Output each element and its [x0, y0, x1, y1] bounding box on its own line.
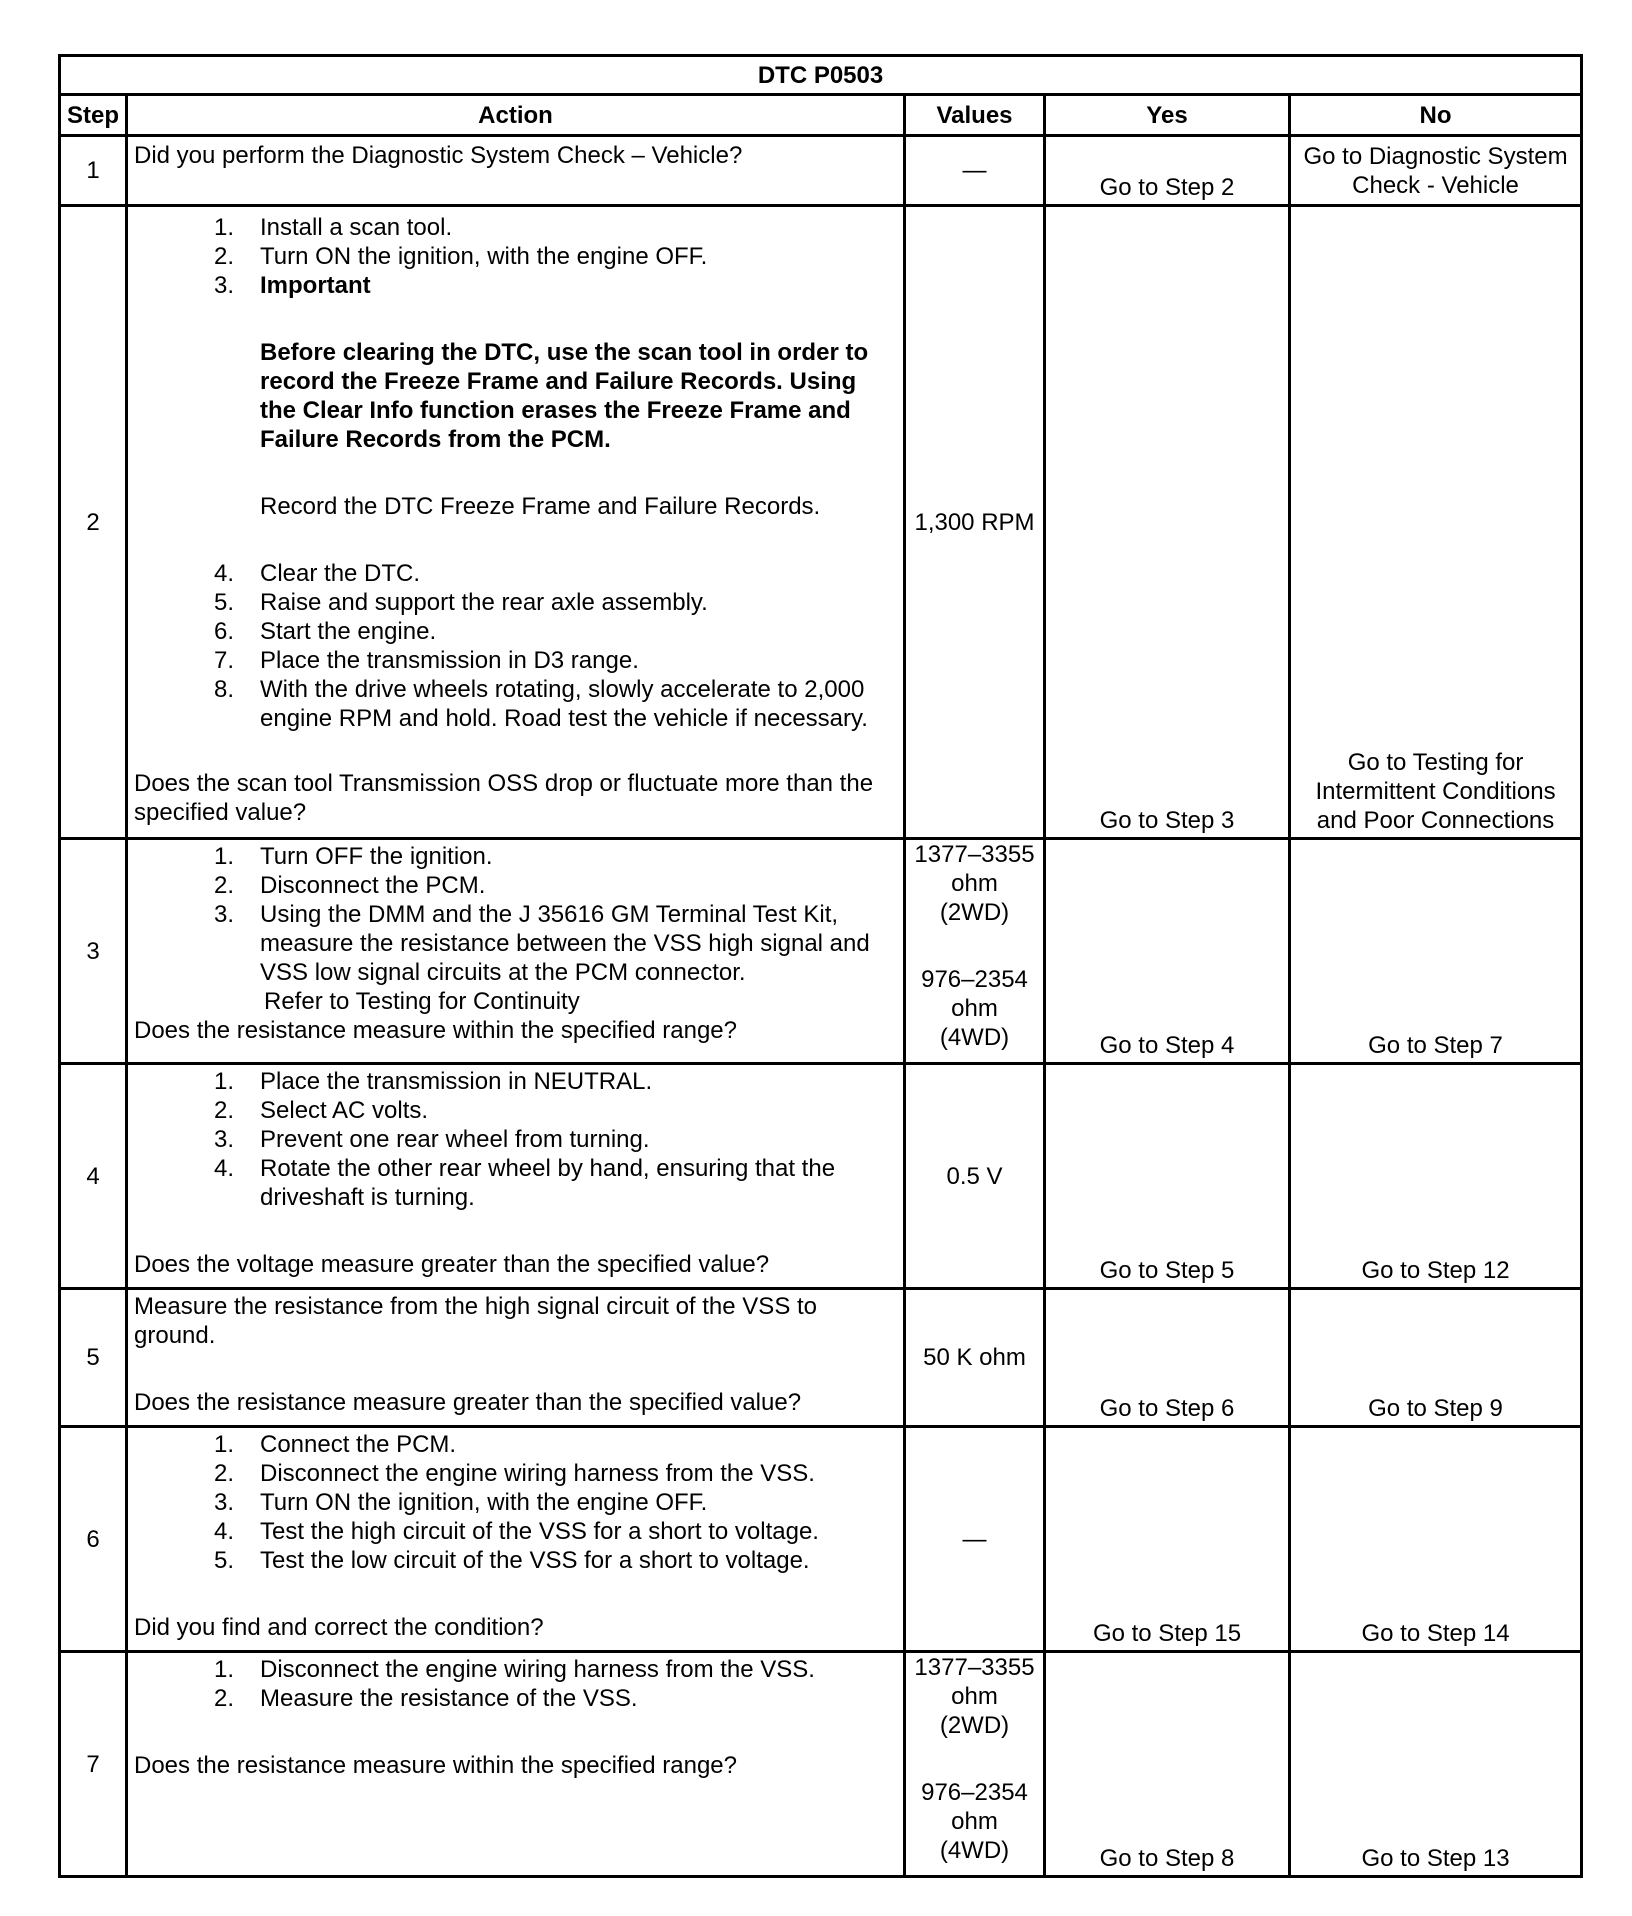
header-action: Action — [127, 95, 905, 136]
instruction-list — [134, 1067, 897, 1212]
important-note: Before clearing the DTC, use the scan tool in order to record the Freeze Frame and Failure Records. Using the Clear Info function erases the Freeze Frame and Failure Records from the PCM. — [260, 339, 869, 453]
step-question: Does the voltage measure greater than the specified value? — [134, 1251, 770, 1278]
refer-link[interactable]: Refer to Testing for Continuity — [264, 988, 580, 1015]
important-label: Important — [260, 272, 371, 299]
yes-link[interactable]: Go to Step 5 — [1045, 1064, 1290, 1289]
list-item: 3. Prevent one rear wheel from turning. — [213, 1126, 650, 1153]
list-item: 1. Connect the PCM. — [213, 1431, 457, 1458]
step-question: Does the resistance measure greater than the specified value? — [134, 1389, 802, 1416]
step-number: 2 — [60, 206, 127, 839]
action-cell — [127, 136, 905, 206]
header-step: Step — [60, 95, 127, 136]
table-row — [60, 1427, 1582, 1652]
no-link[interactable]: Go to Testing for Intermittent Conditions and Poor Connections — [1290, 206, 1582, 839]
yes-link[interactable]: Go to Step 15 — [1045, 1427, 1290, 1652]
step-instruction: Measure the resistance from the high signal circuit of the VSS to ground. — [134, 1293, 818, 1349]
instruction-list — [134, 842, 897, 987]
value-cell: 0.5 V — [905, 1064, 1045, 1289]
table-row — [60, 206, 1582, 839]
step-question: Does the resistance measure within the specified range? — [134, 1752, 737, 1779]
yes-link[interactable]: Go to Step 2 — [1045, 136, 1290, 206]
list-item: 1. Disconnect the engine wiring harness from the VSS. — [213, 1656, 815, 1683]
table-title-row — [60, 56, 1582, 95]
yes-link[interactable]: Go to Step 4 — [1045, 839, 1290, 1064]
step-number: 3 — [60, 839, 127, 1064]
no-link[interactable]: Go to Step 7 — [1290, 839, 1582, 1064]
action-cell — [127, 1064, 905, 1289]
value-cell: — — [905, 1427, 1045, 1652]
instruction-list — [134, 1430, 897, 1575]
list-item: 2. Disconnect the PCM. — [213, 872, 486, 899]
list-item: 3. Turn ON the ignition, with the engine OFF. — [213, 1489, 708, 1516]
action-cell — [127, 1652, 905, 1877]
step-question: Does the scan tool Transmission OSS drop or fluctuate more than the specified value? — [134, 770, 874, 826]
value-cell: 1,300 RPM — [905, 206, 1045, 839]
table-title: DTC P0503 — [60, 56, 1582, 95]
table-row — [60, 1289, 1582, 1427]
value-cell: 50 K ohm — [905, 1289, 1045, 1427]
step-question: Did you find and correct the condition? — [134, 1614, 544, 1641]
list-item: 1. Install a scan tool. — [213, 214, 453, 241]
value-cell: 1377–3355 ohm (2WD) 976–2354 ohm (4WD) — [905, 1652, 1045, 1877]
no-link[interactable]: Go to Step 9 — [1290, 1289, 1582, 1427]
list-item: 3. Important — [134, 271, 897, 300]
value-cell: — — [905, 136, 1045, 206]
instruction-list — [134, 1655, 897, 1713]
yes-link[interactable]: Go to Step 8 — [1045, 1652, 1290, 1877]
table-row — [60, 1652, 1582, 1877]
instruction-list — [134, 213, 897, 300]
list-item: 8. With the drive wheels rotating, slowly accelerate to 2,000 engine RPM and hold. Road test the vehicle if necessary. — [213, 676, 868, 732]
list-item: 3. Using the DMM and the J 35616 GM Terminal Test Kit, measure the resistance between the VSS high signal and VSS low signal circuits at the PCM connector. — [213, 901, 870, 986]
instruction-list — [134, 559, 897, 733]
list-item: 2. Disconnect the engine wiring harness from the VSS. — [213, 1460, 815, 1487]
step-number: 6 — [60, 1427, 127, 1652]
no-link[interactable]: Go to Step 14 — [1290, 1427, 1582, 1652]
action-cell — [127, 1427, 905, 1652]
step-question: Did you perform the Diagnostic System Check – Vehicle? — [134, 142, 743, 169]
list-item: 2. Measure the resistance of the VSS. — [213, 1685, 638, 1712]
header-no: No — [1290, 95, 1582, 136]
yes-link[interactable]: Go to Step 6 — [1045, 1289, 1290, 1427]
value-cell: 1377–3355 ohm (2WD) 976–2354 ohm (4WD) — [905, 839, 1045, 1064]
step-number: 4 — [60, 1064, 127, 1289]
no-link[interactable]: Go to Diagnostic System Check - Vehicle — [1290, 136, 1582, 206]
list-item: 4. Clear the DTC. — [213, 560, 421, 587]
yes-link[interactable]: Go to Step 3 — [1045, 206, 1290, 839]
list-item: 5. Test the low circuit of the VSS for a short to voltage. — [213, 1547, 810, 1574]
step-question: Does the resistance measure within the specified range? — [134, 1017, 737, 1044]
list-item: 2. Select AC volts. — [213, 1097, 429, 1124]
list-item: 7. Place the transmission in D3 range. — [213, 647, 639, 674]
record-instruction: Record the DTC Freeze Frame and Failure Records. — [260, 493, 821, 520]
step-number: 1 — [60, 136, 127, 206]
step-number: 7 — [60, 1652, 127, 1877]
header-values: Values — [905, 95, 1045, 136]
action-cell — [127, 1289, 905, 1427]
dtc-table — [58, 54, 1583, 1878]
list-item: 6. Start the engine. — [213, 618, 437, 645]
list-item: 1. Turn OFF the ignition. — [213, 843, 493, 870]
list-item: 4. Test the high circuit of the VSS for a short to voltage. — [213, 1518, 819, 1545]
diagnostic-table-document — [58, 54, 1580, 1878]
list-item: 1. Place the transmission in NEUTRAL. — [213, 1068, 653, 1095]
step-number: 5 — [60, 1289, 127, 1427]
list-item: 2. Turn ON the ignition, with the engine OFF. — [213, 243, 708, 270]
table-row — [60, 1064, 1582, 1289]
action-cell — [127, 206, 905, 839]
table-row — [60, 136, 1582, 206]
list-item: 4. Rotate the other rear wheel by hand, ensuring that the driveshaft is turning. — [213, 1155, 836, 1211]
table-row — [60, 839, 1582, 1064]
no-link[interactable]: Go to Step 13 — [1290, 1652, 1582, 1877]
header-row — [60, 95, 1582, 136]
list-item: 5. Raise and support the rear axle assembly. — [213, 589, 708, 616]
no-link[interactable]: Go to Step 12 — [1290, 1064, 1582, 1289]
header-yes: Yes — [1045, 95, 1290, 136]
action-cell — [127, 839, 905, 1064]
